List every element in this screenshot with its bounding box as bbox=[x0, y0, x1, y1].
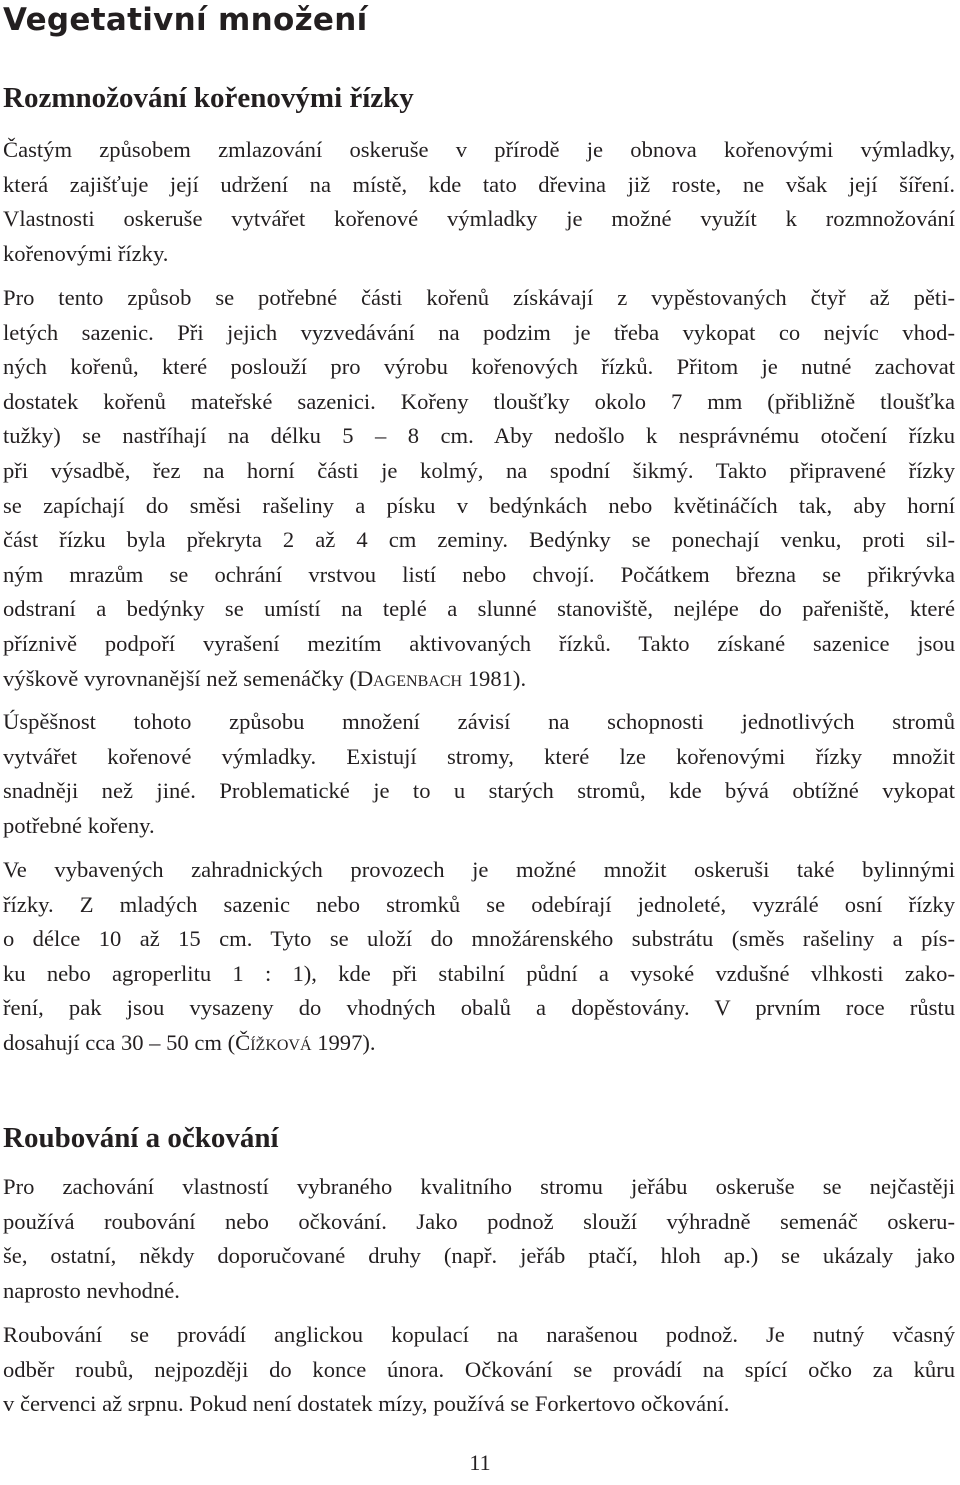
page-title: Vegetativní množení bbox=[3, 2, 368, 38]
text-line: tužky) se nastříhají na délku 5 – 8 cm. Aby nedošlo k nesprávnému otočení řízku bbox=[3, 423, 955, 449]
text-line: vytvářet kořenové výmladky. Existují stromy, které lze kořenovými řízky množit bbox=[3, 743, 955, 769]
text-line: odběr roubů, nejpozději do konce února. Očkování se provádí na spící očko za kůru bbox=[3, 1356, 955, 1382]
text-line: Častým způsobem zmlazování oskeruše v přírodě je obnova kořenovými výmladky, bbox=[3, 137, 955, 162]
text-line: naprosto nevhodné. bbox=[3, 1277, 180, 1303]
text-line: še, ostatní, někdy doporučované druhy (např. jeřáb ptačí, hloh ap.) se ukázaly jako bbox=[3, 1243, 955, 1269]
paragraph-root-cuttings-success bbox=[3, 705, 955, 843]
text-line: část řízku byla překryta 2 až 4 cm zeminy. Bedýnky se ponechají venku, proti sil- bbox=[3, 527, 955, 553]
text-line: řízky. Z mladých sazenic nebo stromků se odebírají jednoleté, vyzrálé osní řízky bbox=[3, 891, 955, 917]
paragraph-herbaceous-cuttings bbox=[3, 853, 955, 1061]
page-number: 11 bbox=[469, 1450, 491, 1475]
text-line: letých sazenic. Při jejich vyzvedávání na podzim je třeba vykopat co nejvíc vhod- bbox=[3, 319, 955, 345]
text-line: potřebné kořeny. bbox=[3, 812, 155, 838]
text-line: příznivě podpoří vyrašení mezitím aktivovaných řízků. Takto získané sazenice jsou bbox=[3, 630, 955, 656]
text-line: Úspěšnost tohoto způsobu množení závisí na schopnosti jednotlivých stromů bbox=[3, 709, 955, 734]
text-line: Roubování se provádí anglickou kopulací na narašenou podnož. Je nutný včasný bbox=[3, 1322, 955, 1347]
text-line: se zapíchají do směsi rašeliny a písku v bedýnkách nebo květináčích tak, aby horní bbox=[3, 492, 955, 518]
text-fragment: dosahují cca 30 – 50 cm ( bbox=[3, 1029, 236, 1055]
paragraph-root-cuttings-method bbox=[3, 281, 955, 696]
text-line: při výsadbě, řez na horní části je kolmý, na spodní šikmý. Takto připravené řízky bbox=[3, 457, 955, 483]
citation-author: Čížková bbox=[235, 1029, 312, 1055]
text-fragment: 1997). bbox=[311, 1029, 376, 1055]
text-line: používá roubování nebo očkování. Jako podnož slouží výhradně semenáč oskeru- bbox=[3, 1208, 955, 1234]
text-line: Vlastnosti oskeruše vytvářet kořenové výmladky je možné využít k rozmnožování bbox=[3, 206, 955, 232]
text-line: odstraní a bedýnky se umístí na teplé a slunné stanoviště, nejlépe do pařeniště, které bbox=[3, 596, 955, 622]
text-fragment: 1981). bbox=[462, 665, 527, 691]
text-line: která zajišťuje její udržení na místě, kde tato dřevina již roste, ne však její šíření. bbox=[3, 171, 955, 197]
text-fragment: výškově vyrovnanější než semenáčky ( bbox=[3, 665, 357, 691]
section-heading-root-cuttings: Rozmnožování kořenovými řízky bbox=[3, 82, 414, 114]
text-line: Pro tento způsob se potřebné části kořenů získávají z vypěstovaných čtyř až pěti- bbox=[3, 285, 955, 310]
text-line: ření, pak jsou vysazeny do vhodných obalů a dopěstovány. V prvním roce růstu bbox=[3, 995, 955, 1021]
text-line: ným mrazům se ochrání vrstvou listí nebo chvojí. Počátkem března se přikrývka bbox=[3, 561, 955, 587]
text-line bbox=[3, 1026, 955, 1061]
text-line: dostatek kořenů mateřské sazenici. Kořeny tloušťky okolo 7 mm (přibližně tloušťka bbox=[3, 388, 955, 414]
text-line: v červenci až srpnu. Pokud není dostatek mízy, používá se Forkertovo očkování. bbox=[3, 1391, 730, 1417]
text-line: Pro zachování vlastností vybraného kvalitního stromu jeřábu oskeruše se nejčastěji bbox=[3, 1174, 955, 1199]
text-line: snadněji než jiné. Problematické je to u starých stromů, kde bývá obtížné vykopat bbox=[3, 778, 955, 804]
paragraph-grafting-method bbox=[3, 1318, 955, 1422]
text-line: ných kořenů, které poslouží pro výrobu kořenových řízků. Přitom je nutné zachovat bbox=[3, 354, 955, 380]
text-line: kořenovými řízky. bbox=[3, 240, 169, 266]
paragraph-root-cuttings-intro bbox=[3, 133, 955, 271]
text-line: o délce 10 až 15 cm. Tyto se uloží do množárenského substrátu (směs rašeliny a pís- bbox=[3, 926, 955, 952]
text-line bbox=[3, 662, 955, 697]
text-line: Ve vybavených zahradnických provozech je možné množit oskeruši také bylinnými bbox=[3, 857, 955, 882]
text-line: ku nebo agroperlitu 1 : 1), kde při stabilní půdní a vysoké vzdušné vlhkosti zako- bbox=[3, 960, 955, 986]
section-heading-grafting: Roubování a očkování bbox=[3, 1122, 279, 1154]
citation-author: Dagenbach bbox=[356, 665, 463, 691]
paragraph-grafting-rootstock bbox=[3, 1170, 955, 1308]
